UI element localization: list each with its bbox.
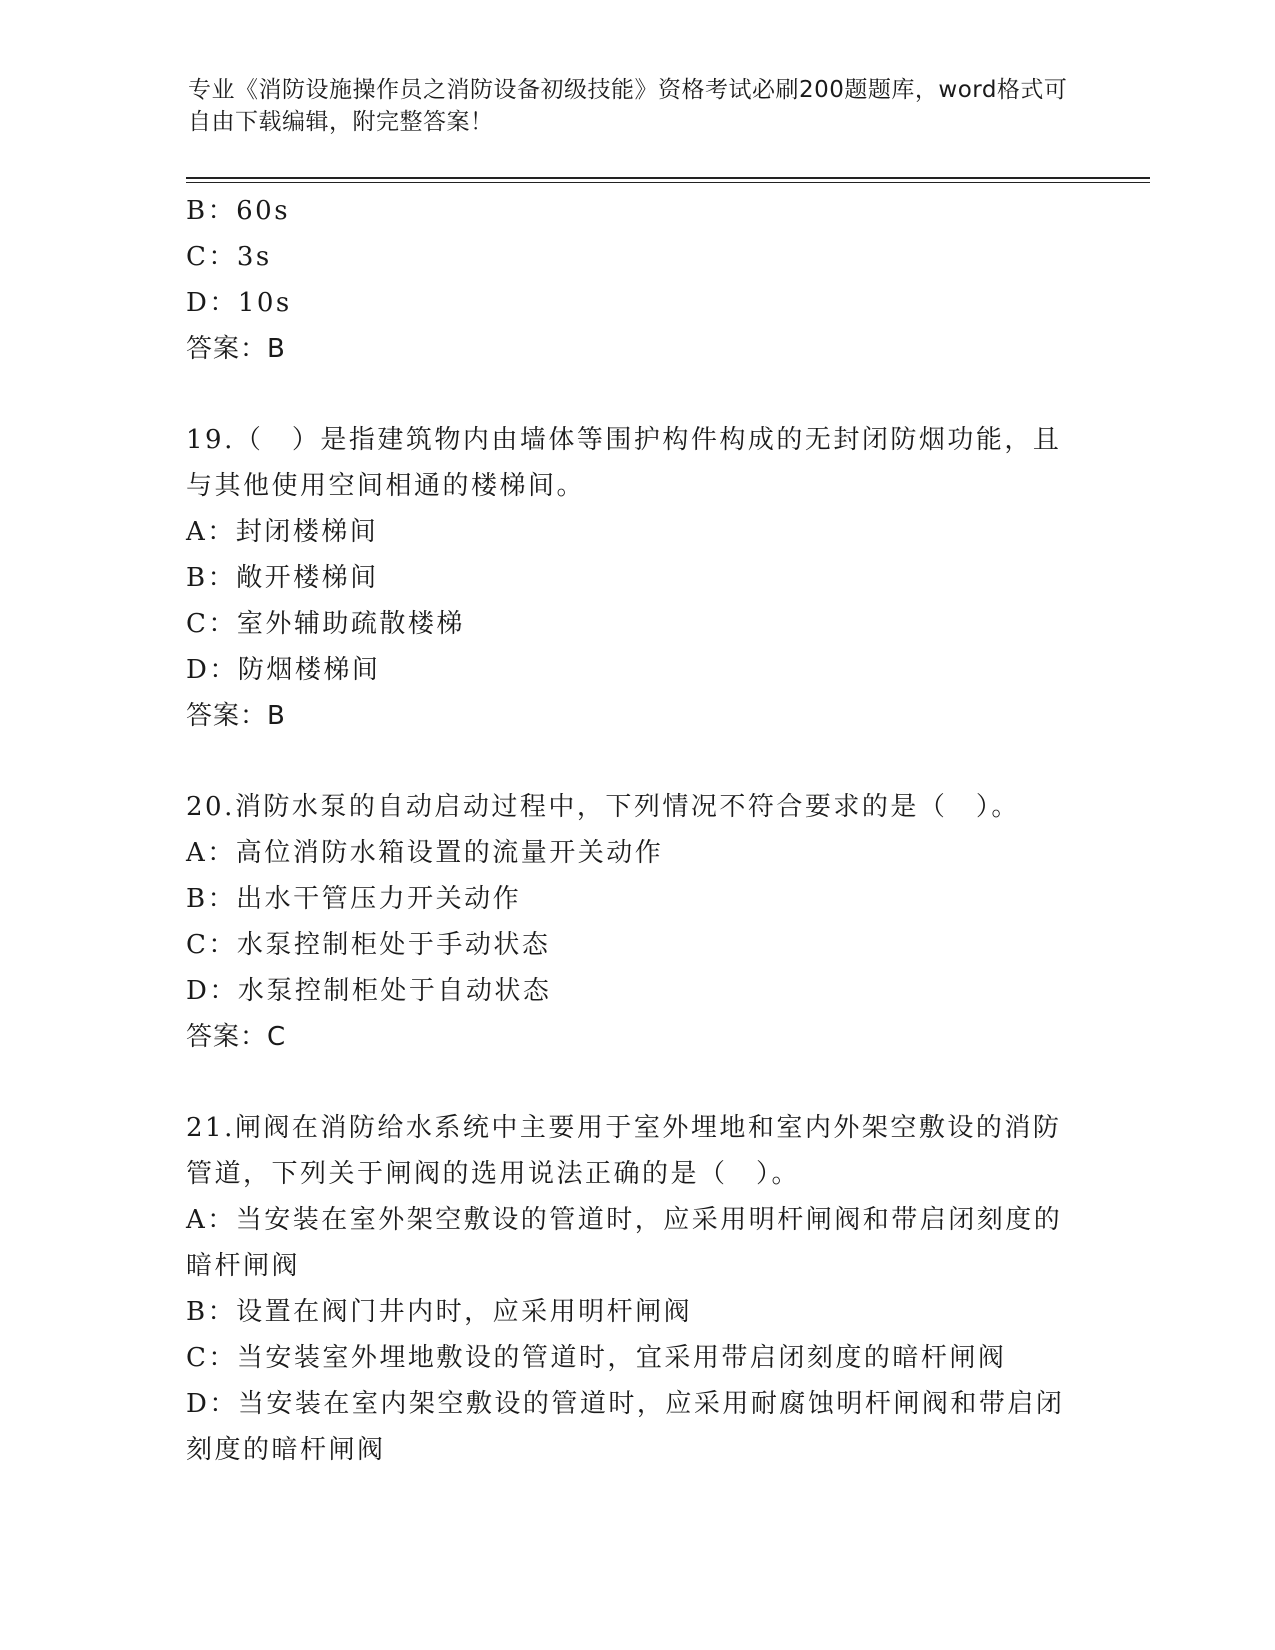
option-a: A：高位消防水箱设置的流量开关动作 bbox=[186, 838, 664, 868]
option-c: C：室外辅助疏散楼梯 bbox=[186, 609, 465, 639]
question-stem-line: 21.闸阀在消防给水系统中主要用于室外埋地和室内外架空敷设的消防 bbox=[186, 1113, 1062, 1143]
spacer bbox=[186, 739, 1086, 784]
question-21-block bbox=[186, 1105, 1086, 1473]
option-c: C：3s bbox=[186, 242, 272, 272]
option-a-continued: 暗杆闸阀 bbox=[186, 1251, 301, 1281]
option-d: D：防烟楼梯间 bbox=[186, 655, 381, 685]
spacer bbox=[186, 372, 1086, 417]
question-19-block bbox=[186, 417, 1086, 739]
prev-question-block bbox=[186, 188, 1086, 372]
option-a: A：当安装在室外架空敷设的管道时，应采用明杆闸阀和带启闭刻度的 bbox=[186, 1205, 1063, 1235]
document-header: 专业《消防设施操作员之消防设备初级技能》资格考试必刷200题题库，word格式可自由下载编辑，附完整答案！ bbox=[188, 77, 1068, 135]
option-b: B：设置在阀门井内时，应采用明杆闸阀 bbox=[186, 1297, 693, 1327]
option-c: C：当安装室外埋地敷设的管道时，宜采用带启闭刻度的暗杆闸阀 bbox=[186, 1343, 1007, 1373]
header-divider-thin bbox=[186, 182, 1150, 183]
option-a: A：封闭楼梯间 bbox=[186, 517, 379, 547]
spacer bbox=[186, 1060, 1086, 1105]
option-b: B：60s bbox=[186, 196, 291, 226]
question-stem-line: 与其他使用空间相通的楼梯间。 bbox=[186, 471, 586, 501]
option-b: B：出水干管压力开关动作 bbox=[186, 884, 522, 914]
option-b: B：敞开楼梯间 bbox=[186, 563, 379, 593]
option-d-continued: 刻度的暗杆闸阀 bbox=[186, 1435, 386, 1465]
option-d: D：水泵控制柜处于自动状态 bbox=[186, 976, 552, 1006]
question-content bbox=[186, 188, 1086, 1473]
question-stem-line: 20.消防水泵的自动启动过程中，下列情况不符合要求的是（ ）。 bbox=[186, 792, 1020, 822]
answer-line: 答案：C bbox=[186, 1022, 287, 1052]
option-d: D：当安装在室内架空敷设的管道时，应采用耐腐蚀明杆闸阀和带启闭 bbox=[186, 1389, 1065, 1419]
answer-line: 答案：B bbox=[186, 701, 286, 731]
question-20-block bbox=[186, 784, 1086, 1060]
option-d: D：10s bbox=[186, 288, 292, 318]
question-stem-line: 19.（ ）是指建筑物内由墙体等围护构件构成的无封闭防烟功能，且 bbox=[186, 425, 1062, 455]
question-stem-line: 管道，下列关于闸阀的选用说法正确的是（ ）。 bbox=[186, 1159, 801, 1189]
option-c: C：水泵控制柜处于手动状态 bbox=[186, 930, 551, 960]
header-divider-thick bbox=[186, 177, 1150, 179]
answer-line: 答案：B bbox=[186, 334, 286, 364]
